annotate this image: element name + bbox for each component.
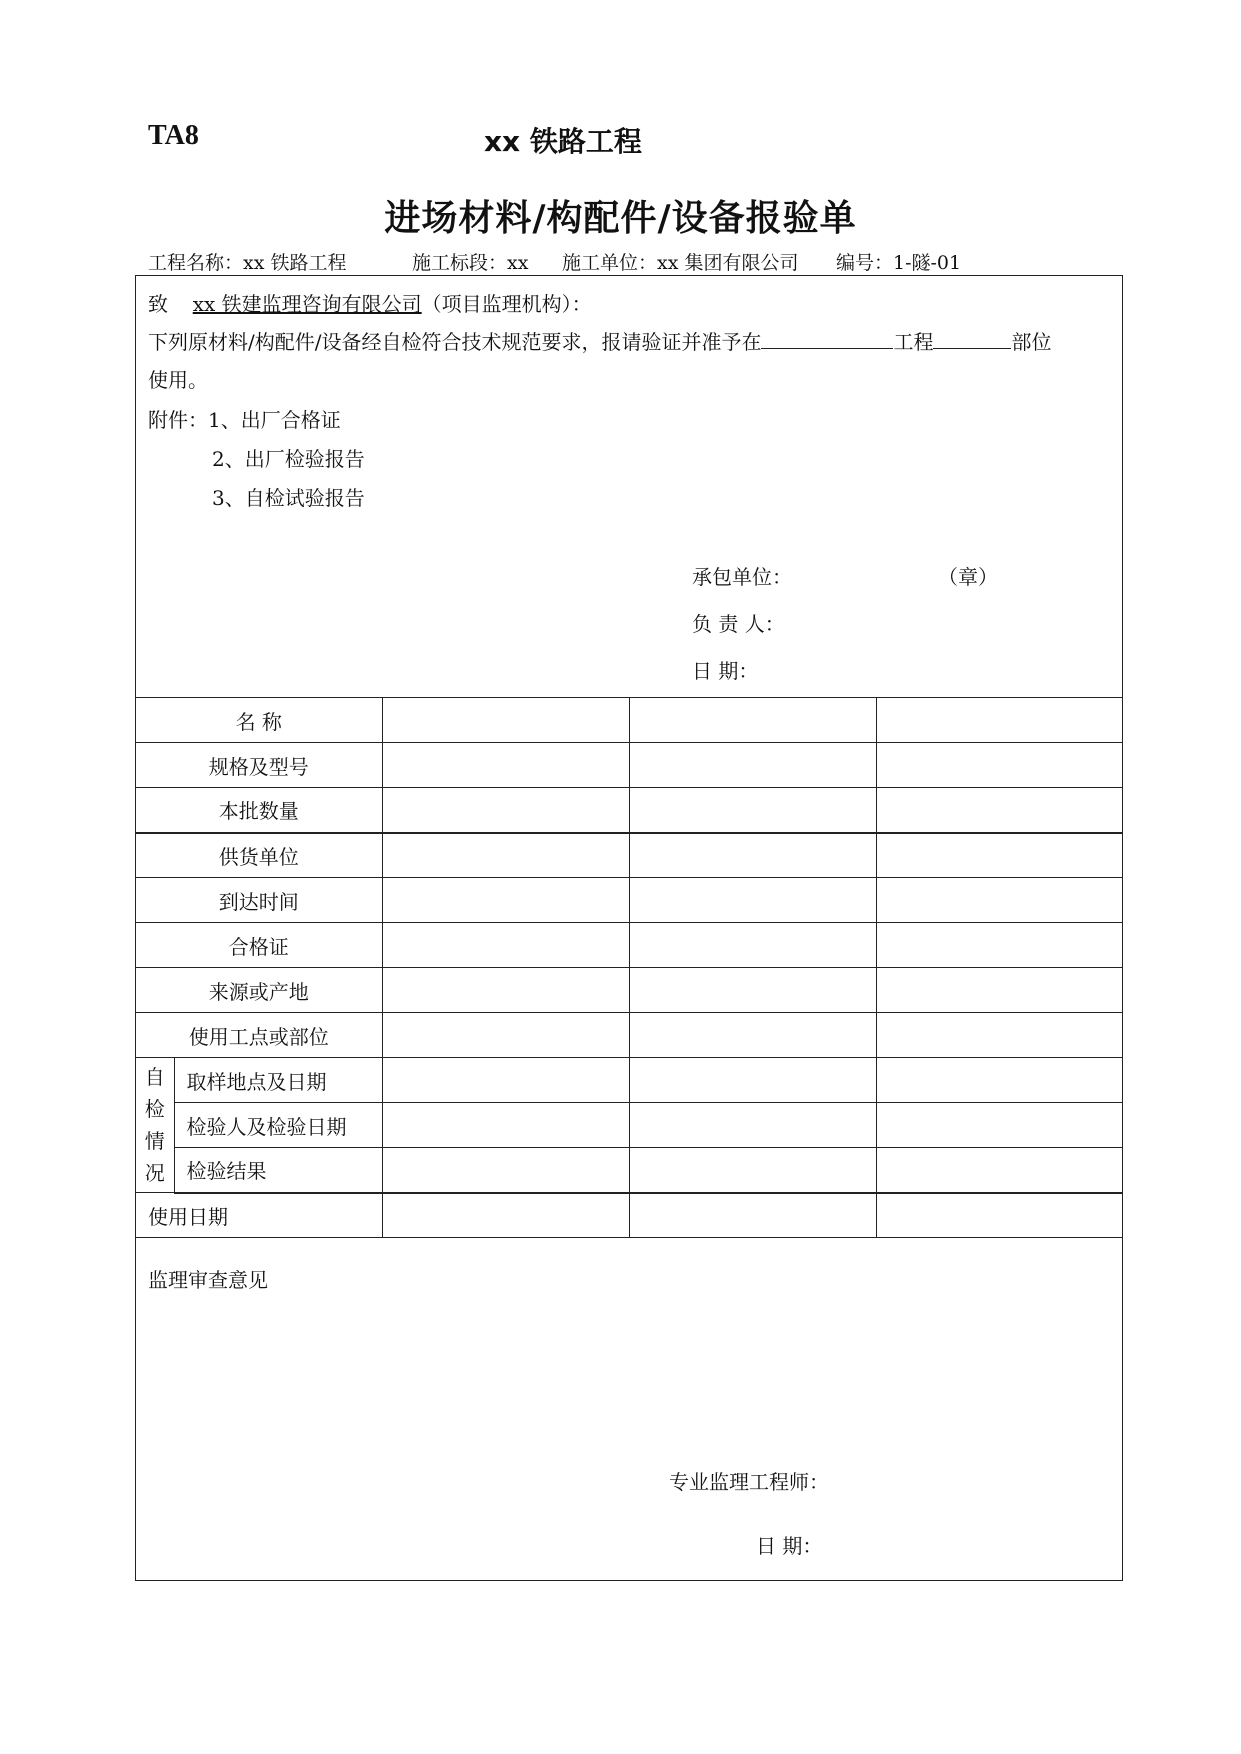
to-prefix: 致	[148, 292, 168, 316]
table-row	[136, 1193, 1122, 1238]
table-row	[136, 878, 1122, 923]
table-row	[136, 788, 1122, 833]
review-date-label: 日 期：	[756, 1534, 823, 1558]
project-word: 工程	[893, 330, 934, 354]
table-cell[interactable]	[876, 923, 1122, 968]
table-cell[interactable]	[876, 968, 1122, 1013]
table-cell[interactable]	[382, 923, 629, 968]
form-title: 进场材料/构配件/设备报验单	[384, 198, 857, 239]
addressee-line	[148, 288, 592, 317]
row-label: 规格及型号	[136, 743, 382, 788]
table-cell[interactable]	[382, 1148, 629, 1193]
table-row	[136, 698, 1122, 743]
row-label: 合格证	[136, 923, 382, 968]
table-row	[136, 1058, 1122, 1103]
attachment-3: 3、自检试验报告	[212, 486, 365, 510]
table-cell[interactable]	[382, 743, 629, 788]
self-check-char: 检	[144, 1097, 165, 1121]
project-blank[interactable]	[761, 328, 893, 349]
table-cell[interactable]	[629, 968, 876, 1013]
table-cell[interactable]	[876, 878, 1122, 923]
table-cell[interactable]	[629, 1148, 876, 1193]
table-cell[interactable]	[382, 788, 629, 833]
supervisor-org[interactable]: xx 铁建监理咨询有限公司	[192, 292, 422, 316]
part-blank[interactable]	[933, 328, 1011, 349]
table-cell[interactable]	[629, 878, 876, 923]
table-row	[136, 968, 1122, 1013]
attachment-1: 附件：1、出厂合格证	[148, 408, 341, 432]
table-cell[interactable]	[382, 1058, 629, 1103]
request-text: 下列原材料/构配件/设备经自检符合技术规范要求，报请验证并准予在	[148, 330, 762, 354]
part-word: 部位	[1011, 330, 1052, 354]
row-label: 检验人及检验日期	[174, 1103, 382, 1148]
date-label: 日 期：	[692, 659, 759, 683]
contractor-label: 承包单位：	[692, 565, 792, 589]
row-label: 检验结果	[174, 1148, 382, 1193]
table-cell[interactable]	[382, 968, 629, 1013]
table-cell[interactable]	[876, 1058, 1122, 1103]
table-cell[interactable]	[382, 698, 629, 743]
table-cell[interactable]	[382, 833, 629, 878]
to-suffix: （项目监理机构）：	[421, 292, 592, 316]
table-row	[136, 743, 1122, 788]
table-cell[interactable]	[876, 698, 1122, 743]
table-cell[interactable]	[876, 1148, 1122, 1193]
table-cell[interactable]	[876, 833, 1122, 878]
project-name: 工程名称：xx 铁路工程	[148, 252, 347, 274]
table-cell[interactable]	[629, 833, 876, 878]
row-label: 取样地点及日期	[174, 1058, 382, 1103]
table-row	[136, 833, 1122, 878]
attachment-2: 2、出厂检验报告	[212, 447, 365, 471]
self-check-label	[136, 1058, 174, 1193]
table-cell[interactable]	[629, 923, 876, 968]
table-cell[interactable]	[629, 743, 876, 788]
table-cell[interactable]	[876, 743, 1122, 788]
request-line	[148, 326, 1051, 355]
self-check-char: 情	[144, 1129, 165, 1153]
row-label: 供货单位	[136, 833, 382, 878]
project-heading: xx 铁路工程	[484, 125, 642, 158]
table-cell[interactable]	[382, 1013, 629, 1058]
contractor-unit: 施工单位：xx 集团有限公司	[562, 252, 799, 274]
construction-section: 施工标段：xx	[412, 252, 529, 274]
table-row	[136, 1103, 1122, 1148]
review-label: 监理审查意见	[148, 1268, 268, 1292]
table-cell[interactable]	[876, 1013, 1122, 1058]
row-label: 名 称	[136, 698, 382, 743]
table-row	[136, 1148, 1122, 1193]
seal-mark: （章）	[938, 565, 998, 589]
table-cell[interactable]	[876, 1103, 1122, 1148]
row-label: 到达时间	[136, 878, 382, 923]
responsible-person-label: 负 责 人：	[692, 612, 785, 636]
table-cell[interactable]	[629, 788, 876, 833]
table-cell[interactable]	[876, 1193, 1122, 1238]
row-label: 本批数量	[136, 788, 382, 833]
self-check-char: 况	[144, 1161, 165, 1185]
table-cell[interactable]	[629, 1193, 876, 1238]
engineer-label: 专业监理工程师：	[669, 1470, 829, 1494]
form-code: TA8	[148, 120, 199, 151]
table-cell[interactable]	[629, 1058, 876, 1103]
table-cell[interactable]	[876, 788, 1122, 833]
table-cell[interactable]	[382, 1193, 629, 1238]
row-label: 来源或产地	[136, 968, 382, 1013]
row-label: 使用日期	[136, 1193, 382, 1238]
self-check-char: 自	[144, 1065, 165, 1089]
request-line-2: 使用。	[148, 368, 208, 392]
table-row	[136, 923, 1122, 968]
form-box	[135, 275, 1123, 1581]
table-cell[interactable]	[629, 1013, 876, 1058]
table-cell[interactable]	[382, 1103, 629, 1148]
material-table	[136, 697, 1122, 1238]
table-cell[interactable]	[629, 698, 876, 743]
table-cell[interactable]	[382, 878, 629, 923]
table-cell[interactable]	[629, 1103, 876, 1148]
table-row	[136, 1013, 1122, 1058]
form-number: 编号：1-隧-01	[836, 252, 962, 274]
row-label: 使用工点或部位	[136, 1013, 382, 1058]
